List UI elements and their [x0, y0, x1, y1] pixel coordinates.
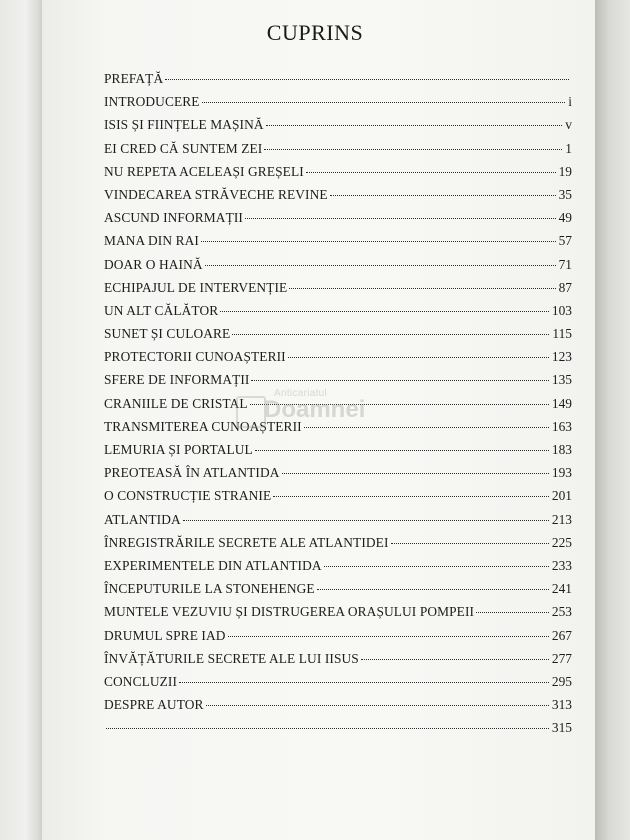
toc-dot-leader: [228, 636, 549, 637]
toc-entry: [104, 647, 572, 670]
toc-dot-leader: [264, 149, 562, 150]
toc-dot-leader: [361, 659, 549, 660]
toc-entry-title: DESPRE AUTOR: [104, 697, 204, 713]
toc-entry-title: ÎNREGISTRĂRILE SECRETE ALE ATLANTIDEI: [104, 534, 389, 550]
toc-entry: [104, 461, 572, 484]
toc-entry-page: 123: [551, 349, 572, 365]
toc-dot-leader: [201, 241, 556, 242]
toc-dot-leader: [306, 172, 556, 173]
toc-dot-leader: [220, 311, 549, 312]
toc-dot-leader: [183, 520, 549, 521]
toc-entry-page: 241: [551, 581, 572, 597]
toc-entry-page: 277: [551, 650, 572, 666]
toc-entry-page: 87: [558, 279, 572, 295]
toc-entry: [104, 90, 572, 113]
toc-entry-page: 213: [551, 511, 572, 527]
toc-entry-page: 313: [551, 697, 572, 713]
toc-entry: [104, 670, 572, 693]
toc-dot-leader: [391, 543, 549, 544]
toc-entry-title: ÎNCEPUTURILE LA STONEHENGE: [104, 581, 315, 597]
toc-dot-leader: [179, 682, 549, 683]
toc-dot-leader: [106, 728, 549, 729]
toc-entry: [104, 577, 572, 600]
toc-dot-leader: [266, 125, 563, 126]
toc-entry-page: 201: [551, 488, 572, 504]
toc-entry: [104, 624, 572, 647]
toc-entry-page: 253: [551, 604, 572, 620]
toc-entry: [104, 137, 572, 160]
toc-entry-page: 35: [558, 186, 572, 202]
toc-entry: [104, 484, 572, 507]
toc-entry-page: 315: [551, 720, 572, 736]
toc-dot-leader: [251, 380, 548, 381]
toc-dot-leader: [205, 265, 556, 266]
toc-entry-page: 295: [551, 673, 572, 689]
toc-entry-title: INTRODUCERE: [104, 94, 200, 110]
toc-entry: [104, 206, 572, 229]
left-background: [0, 0, 42, 840]
toc-entry-page: 49: [558, 210, 572, 226]
toc-entry-page: 1: [565, 140, 572, 156]
toc-entry-title: ÎNVĂȚĂTURILE SECRETE ALE LUI IISUS: [104, 650, 359, 666]
toc-entry: [104, 299, 572, 322]
watermark-icon: [236, 396, 266, 428]
toc-entry-page: 183: [551, 442, 572, 457]
toc-dot-leader: [317, 589, 549, 590]
toc-entry: [104, 345, 572, 368]
toc-entry-page: i: [568, 94, 572, 110]
toc-entry-page: 233: [551, 557, 572, 573]
toc-dot-leader: [255, 450, 549, 451]
toc-dot-leader: [282, 473, 549, 474]
toc-dot-leader: [330, 195, 556, 196]
toc-entry-title: MUNTELE VEZUVIU ȘI DISTRUGEREA ORAȘULUI POMPEII: [104, 604, 475, 620]
toc-entry: [104, 508, 572, 531]
toc-entry-title: ATLANTIDA: [104, 511, 181, 527]
toc-entry-title: EI CRED CĂ SUNTEM ZEI: [104, 140, 263, 156]
watermark-top-text: Anticariatul: [274, 388, 328, 399]
toc-entry-title: SUNET ȘI CULOARE: [104, 326, 231, 342]
toc-entry: [104, 322, 572, 345]
toc-entry: [104, 253, 572, 276]
toc-entry-page: 71: [558, 256, 572, 272]
toc-entry-page: 103: [551, 302, 572, 318]
toc-dot-leader: [289, 288, 555, 289]
toc-entry-title: CONCLUZII: [104, 673, 178, 689]
toc-entry-title: PREFAȚĂ: [104, 71, 164, 86]
toc-entry-title: ASCUND INFORMAȚII: [104, 210, 243, 226]
toc-entry-title: O CONSTRUCȚIE STRANIE: [104, 488, 272, 504]
toc-entry-title: PREOTEASĂ ÎN ATLANTIDA: [104, 465, 280, 481]
toc-entry-title: SFERE DE INFORMAȚII: [104, 372, 250, 388]
toc-entry-title: UN ALT CĂLĂTOR: [104, 302, 219, 318]
toc-entry-title: CRANIILE DE CRISTAL: [104, 395, 248, 411]
toc-dot-leader: [232, 334, 549, 335]
toc-entry-title: EXPERIMENTELE DIN ATLANTIDA: [104, 557, 322, 573]
toc-entry-page: 225: [551, 534, 572, 550]
toc-dot-leader: [288, 357, 549, 358]
toc-dot-leader: [202, 102, 566, 103]
toc-entry: [104, 531, 572, 554]
toc-entry-page: 267: [551, 627, 572, 643]
toc-entry-title: MANA DIN RAI: [104, 233, 199, 249]
toc-dot-leader: [476, 612, 549, 613]
watermark-main-text: Doamnei: [264, 396, 366, 423]
toc-entry-title: TRANSMITEREA CUNOAȘTERII: [104, 418, 302, 434]
toc-dot-leader: [273, 496, 549, 497]
toc-entry-page: 115: [552, 326, 572, 342]
watermark-logo: [236, 388, 376, 448]
toc-entry: [104, 600, 572, 623]
toc-entry: [104, 160, 572, 183]
page-title: CUPRINS: [266, 20, 364, 45]
toc-entry-page: 193: [551, 465, 572, 481]
toc-entry-page: 163: [551, 418, 572, 434]
toc-entry-page: 19: [558, 163, 572, 179]
page-edge: [595, 0, 630, 840]
toc-entry: [104, 229, 572, 252]
toc-dot-leader: [206, 705, 549, 706]
toc-entry-title: DRUMUL SPRE IAD: [104, 627, 226, 643]
toc-entry-title: ISIS ȘI FIINȚELE MAȘINĂ: [104, 117, 264, 133]
toc-entry-title: LEMURIA ȘI PORTALUL: [104, 442, 253, 457]
toc-entry: [104, 183, 572, 206]
toc-entry-page: 135: [551, 372, 572, 388]
toc-entry: [104, 113, 572, 136]
toc-dot-leader: [245, 218, 556, 219]
toc-entry: [104, 554, 572, 577]
toc-entry: [104, 716, 572, 739]
toc-entry-title: DOAR O HAINĂ: [104, 256, 203, 272]
toc-entry-title: NU REPETA ACELEAȘI GREȘELI: [104, 163, 304, 179]
toc-entry: [104, 276, 572, 299]
toc-entry-title: ECHIPAJUL DE INTERVENȚIE: [104, 279, 288, 295]
toc-entry-page: v: [565, 117, 572, 133]
toc-dot-leader: [165, 79, 569, 80]
toc-entry: [104, 67, 572, 90]
toc-dot-leader: [324, 566, 549, 567]
toc-entry-page: 57: [558, 233, 572, 249]
toc-entry-title: PROTECTORII CUNOAȘTERII: [104, 349, 286, 365]
toc-entry: [104, 693, 572, 716]
toc-entry-page: 149: [551, 395, 572, 411]
toc-entry-title: VINDECAREA STRĂVECHE REVINE: [104, 186, 328, 202]
